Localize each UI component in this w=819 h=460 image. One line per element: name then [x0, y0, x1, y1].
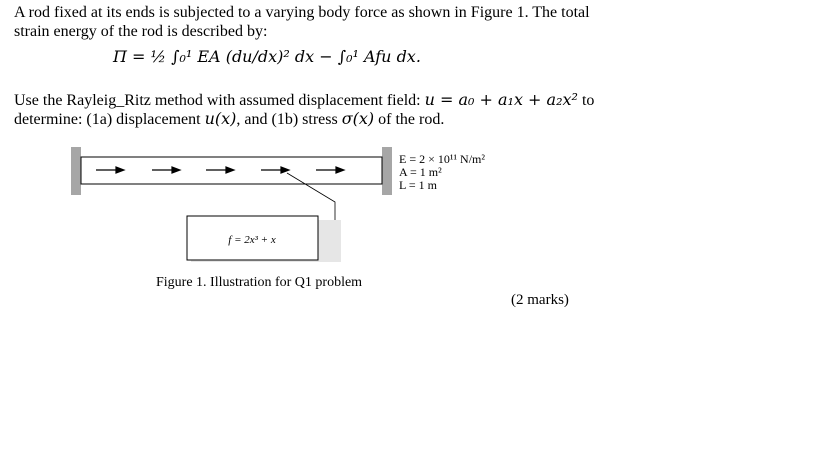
youngs-modulus-label: E = 2 × 10¹¹ N/m²	[399, 152, 485, 166]
figure-caption: Figure 1. Illustration for Q1 problem	[156, 275, 363, 290]
question-line-1: A rod fixed at its ends is subjected to a varying body force as shown in Figure 1. The total	[14, 4, 590, 21]
stress-text: , and (1b) stress	[236, 111, 338, 128]
left-support	[71, 147, 81, 195]
line4-end: to	[581, 92, 595, 109]
line5-end: of the rod.	[378, 111, 445, 128]
ritz-instruction: Use the Rayleig_Ritz method with assumed displacement field:	[14, 92, 421, 109]
right-support	[382, 147, 392, 195]
force-expression: f = 2x³ + x	[228, 234, 276, 246]
displacement-field-equation: u = a₀ + a₁x + a₂x²	[424, 90, 578, 109]
area-label: A = 1 m²	[399, 165, 442, 179]
question-line-2: strain energy of the rod is described by:	[14, 23, 268, 40]
displacement-symbol: u(x)	[204, 109, 237, 128]
energy-equation-text: Π = ½ ∫₀¹ EA (du/dx)² dx − ∫₀¹ Afu dx.	[113, 47, 421, 66]
stress-symbol: σ(x)	[341, 109, 375, 128]
length-label: L = 1 m	[399, 178, 437, 192]
determine-text: determine: (1a) displacement	[14, 111, 201, 128]
marks-label: (2 marks)	[511, 292, 569, 308]
